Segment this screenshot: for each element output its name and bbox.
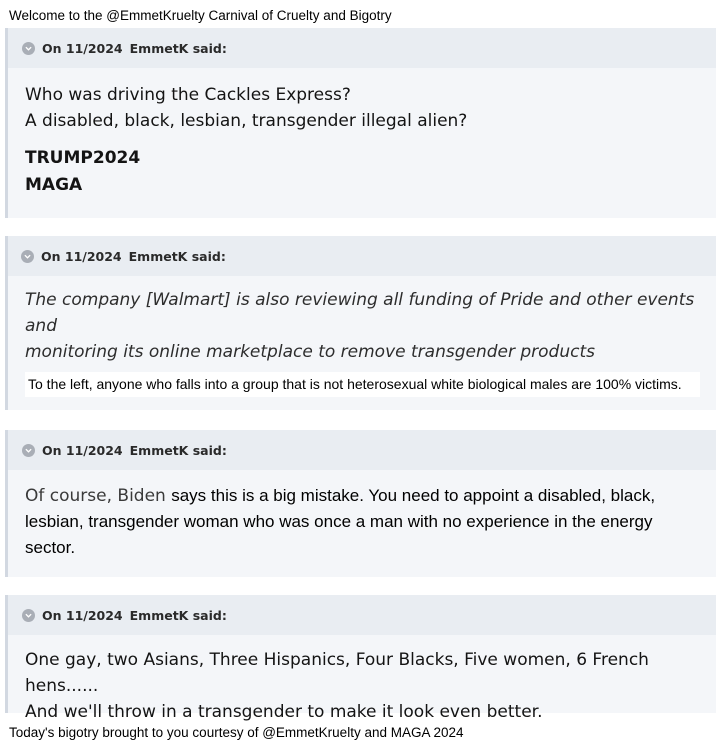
quote-text-segment: Of course, Biden bbox=[25, 486, 172, 506]
quote-text-line: A disabled, black, lesbian, transgender illegal alien? bbox=[25, 111, 468, 131]
quote-author: EmmetK said: bbox=[129, 40, 227, 56]
quote-block-4 bbox=[5, 595, 716, 722]
chevron-down-icon[interactable] bbox=[21, 250, 34, 263]
quote-author: EmmetK said: bbox=[129, 607, 227, 623]
quote-header[interactable] bbox=[8, 28, 716, 68]
quote-italic-line: The company [Walmart] is also reviewing all funding of Pride and other events and bbox=[25, 290, 695, 336]
quote-header[interactable] bbox=[8, 430, 716, 470]
quote-text-line bbox=[25, 483, 716, 509]
quote-date: On 11/2024 bbox=[42, 607, 123, 623]
quote-date: On 11/2024 bbox=[42, 442, 123, 458]
quote-author: EmmetK said: bbox=[128, 248, 226, 264]
quote-date: On 11/2024 bbox=[42, 40, 123, 56]
quote-header[interactable] bbox=[8, 595, 716, 635]
quote-text-line: lesbian, transgender woman who was once a man with no experience in the energy bbox=[25, 512, 653, 531]
quote-text-line: One gay, two Asians, Three Hispanics, Four Blacks, Five women, 6 French hens...... bbox=[25, 650, 649, 696]
quote-block-1 bbox=[5, 28, 716, 218]
chevron-down-icon[interactable] bbox=[22, 444, 35, 457]
quote-header[interactable] bbox=[8, 236, 716, 276]
quote-author: EmmetK said: bbox=[129, 442, 227, 458]
quote-text-line: sector. bbox=[25, 538, 76, 557]
chevron-down-icon[interactable] bbox=[22, 42, 35, 55]
reply-text: To the left, anyone who falls into a group that is not heterosexual white biological males are 100% victims. bbox=[25, 372, 700, 397]
quote-text-line: Who was driving the Cackles Express? bbox=[25, 85, 351, 105]
quote-text-line: And we'll throw in a transgender to make it look even better. bbox=[25, 702, 543, 722]
bottom-caption: Today's bigotry brought to you courtesy of @EmmetKruelty and MAGA 2024 bbox=[9, 725, 464, 740]
chevron-down-icon[interactable] bbox=[22, 609, 35, 622]
quote-bold-line: TRUMP2024 bbox=[25, 148, 141, 168]
top-caption: Welcome to the @EmmetKruelty Carnival of Cruelty and Bigotry bbox=[9, 8, 392, 23]
quote-bold-line: MAGA bbox=[25, 175, 83, 195]
quote-italic-line: monitoring its online marketplace to remove transgender products bbox=[25, 342, 595, 362]
quote-block-3 bbox=[5, 430, 716, 577]
quote-block-2 bbox=[5, 236, 716, 410]
quote-date: On 11/2024 bbox=[41, 248, 122, 264]
quote-text-segment: says this is a big mistake. You need to appoint a disabled, black, bbox=[171, 486, 656, 505]
